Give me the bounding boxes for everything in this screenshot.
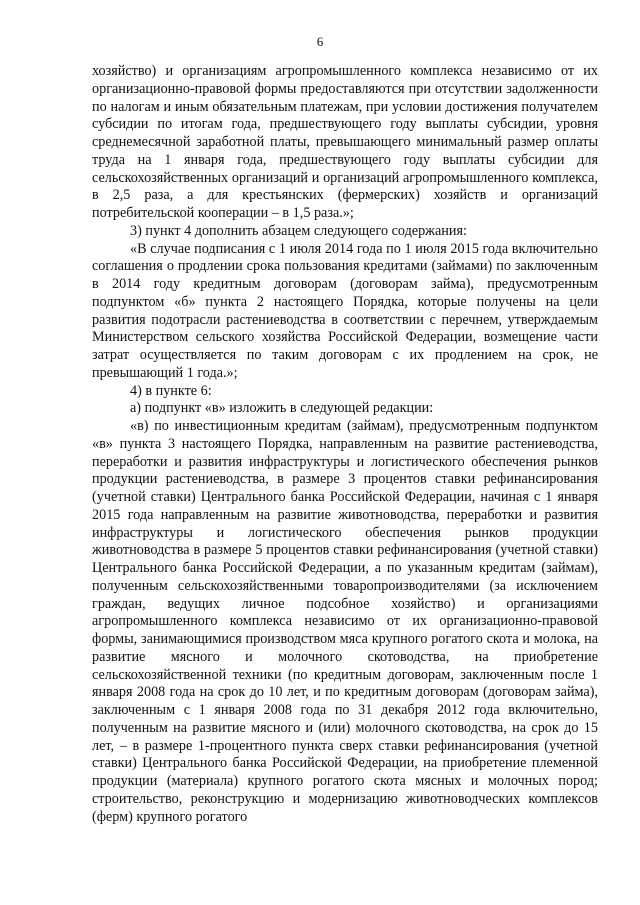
paragraph: «В случае подписания с 1 июля 2014 года по 1 июля 2015 года включительно соглашения о продлении срока пользования кредитами (займами) по заключенным в 2014 году кредитным договорам (договорам займа), предусмотренным подпунктом «б» пункта 2 настоящего Порядка, которые получены на цели развития подотрасли растениеводства в соответствии с перечнем, утверждаемым Министерством сельского хозяйства Российской Федерации, возмещение части затрат осуществляется по таким договорам с их продлением на срок, не превышающий 1 года.»; [92,240,598,381]
paragraph: а) подпункт «в» изложить в следующей редакции: [130,400,434,417]
document-body [92,63,598,826]
paragraph: «в) по инвестиционным кредитам (займам), предусмотренным подпунктом «в» пункта 3 настоящего Порядка, направленным на развитие растениеводства, переработки и развития инфраструктуры и логистического обеспечения рынков продукции растениеводства, в размере 3 процентов ставки рефинансирования (учетной ставки) Центрального банка Российской Федерации, начиная с 1 января 2015 года направленным на развитие животноводства, переработки и развития инфраструктуры и логистического обеспечения рынков продукции животноводства в размере 5 процентов ставки рефинансирования (учетной ставки) Центрального банка Российской Федерации, а по указанным кредитам (займам), полученным сельскохозяйственными товаропроизводителями (за исключением граждан, ведущих личное подсобное хозяйство) и организациями агропромышленного комплекса независимо от их организационно-правовой формы, занимающимися производством мяса крупного рогатого скота и молока, на развитие мясного и молочного скотоводства, на приобретение сельскохозяйственной техники (по кредитным договорам, заключенным после 1 января 2008 года на срок до 10 лет, и по кредитным договорам (договорам займа), заключенным с 1 января 2008 года по 31 декабря 2012 года включительно, полученным на развитие мясного и (или) молочного скотоводства, на срок до 15 лет, – в размере 1-процентного пункта сверх ставки рефинансирования (учетной ставки) Центрального банка Российской Федерации, на приобретение племенной продукции (материала) крупного рогатого скота мясных и молочных пород; строительство, реконструкцию и модернизацию животноводческих комплексов (ферм) крупного рогатого [92,418,598,825]
paragraph: 4) в пункте 6: [130,382,212,399]
paragraph: 3) пункт 4 дополнить абзацем следующего содержания: [130,222,467,239]
paragraph: хозяйство) и организациям агропромышленного комплекса независимо от их организационно-правовой формы предоставляются при отсутствии задолженности по налогам и иным обязательным платежам, при условии достижения получателем субсидии по итогам года, предшествующего году выплаты субсидии, уровня среднемесячной заработной платы, превышающего минимальный размер оплаты труда на 1 января года, предшествующего году выплаты субсидии для сельскохозяйственных организаций и организаций агропромышленного комплекса, в 2,5 раза, а для крестьянских (фермерских) хозяйств и организаций потребительской кооперации – в 1,5 раза.»; [92,63,598,221]
page-number: 6 [316,34,324,49]
